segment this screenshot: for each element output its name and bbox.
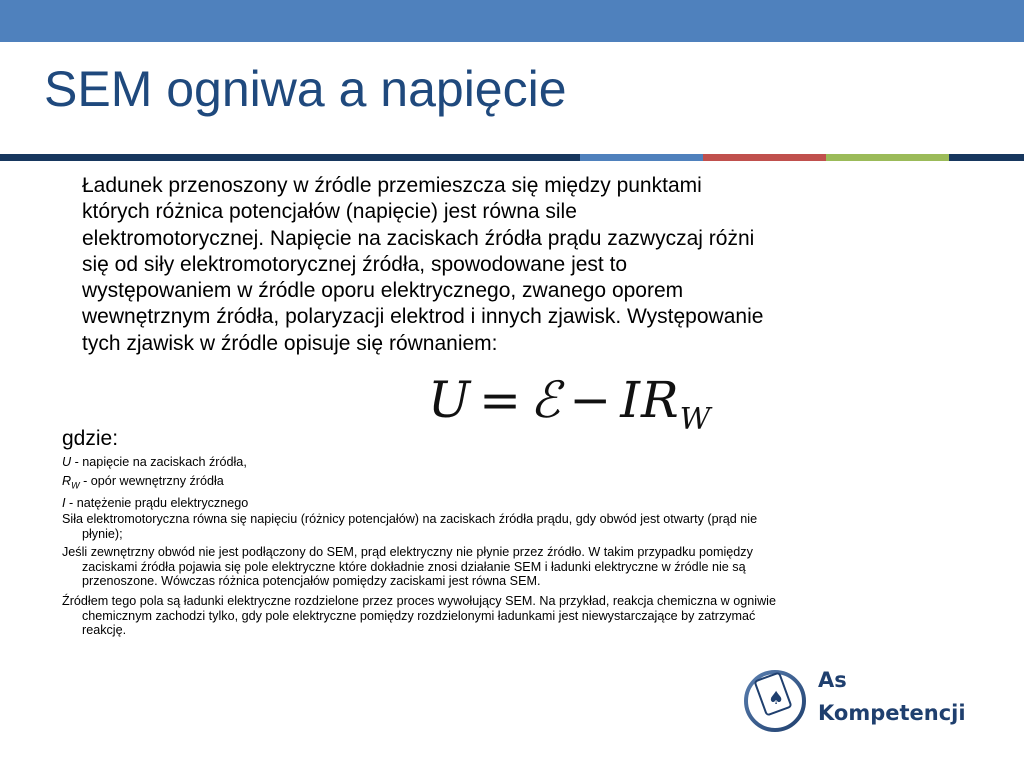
definition-item: U - napięcie na zaciskach źródła, — [62, 455, 247, 469]
slide-title: SEM ogniwa a napięcie — [44, 61, 567, 117]
paragraph-sem-open-circuit: Siła elektromotoryczna równa się napięciu (różnicy potencjałów) na zaciskach źródła prądu, gdy obwód jest otwarty (prąd nie płynie); — [62, 512, 758, 541]
voltage-equation — [428, 371, 712, 437]
definition-item: I - natężenie prądu elektrycznego — [62, 495, 249, 510]
intro-line: których różnica potencjałów (napięcie) jest równa sile — [82, 200, 577, 224]
formula-equals: = — [479, 371, 523, 429]
formula-term: IR — [620, 371, 680, 429]
divider-stripe-navy — [0, 154, 580, 161]
intro-line: wewnętrznym źródła, polaryzacji elektrod i innych zjawisk. Występowanie — [82, 305, 764, 329]
divider-stripe-blue — [580, 154, 703, 161]
intro-paragraph — [82, 173, 982, 357]
divider-stripe-navy-right — [949, 154, 1024, 161]
spade-icon: ♠ — [768, 688, 785, 709]
formula-emf: ℰ — [530, 371, 562, 429]
definitions-list — [62, 455, 962, 510]
paragraph-no-external-circuit: Jeśli zewnętrzny obwód nie jest podłączony do SEM, prąd elektryczny nie płynie przez źródło. W takim przypadku pomiędzy zaciskami źródła pojawia się pole elektryczne które dokładnie znosi działanie SEM i ładunki elektryczne w źródle nie są przenoszone. Wówczas różnica potencjałów pomiędzy zaciskami jest równa SEM. — [62, 545, 753, 589]
formula-subscript: W — [679, 402, 712, 437]
intro-line: elektromotorycznej. Napięcie na zaciskach źródła prądu zazwyczaj różni — [82, 226, 755, 250]
intro-line: tych zjawisk w źródle opisuje się równaniem: — [82, 331, 498, 355]
divider-stripe-green — [826, 154, 949, 161]
formula-minus: − — [569, 371, 613, 429]
paragraph-field-source: Źródłem tego pola są ładunki elektryczne rozdzielone przez proces wywołujący SEM. Na przykład, reakcja chemiczna w ogniwie chemicznym zachodzi tylko, gdy pole elektryczne pomiędzy rozdzielonymi ładunkami jest niewystarczające by zatrzymać reakcję. — [62, 594, 776, 638]
intro-line: Ładunek przenoszony w źródle przemieszcza się między punktami — [82, 174, 702, 197]
where-label: gdzie: — [62, 427, 119, 450]
definition-item: $R_W$ - opór wewnętrzny źródła — [62, 473, 224, 491]
divider-stripe-red — [703, 154, 826, 161]
logo-text-line1: As — [818, 668, 847, 692]
intro-line: się od siły elektromotorycznej źródła, spowodowane jest to — [82, 252, 628, 276]
logo-text-line2: Kompetencji — [818, 701, 966, 725]
formula-lhs: U — [428, 371, 472, 429]
intro-line: występowaniem w źródle oporu elektrycznego, zwanego oporem — [82, 279, 684, 303]
top-bar — [0, 0, 1024, 42]
